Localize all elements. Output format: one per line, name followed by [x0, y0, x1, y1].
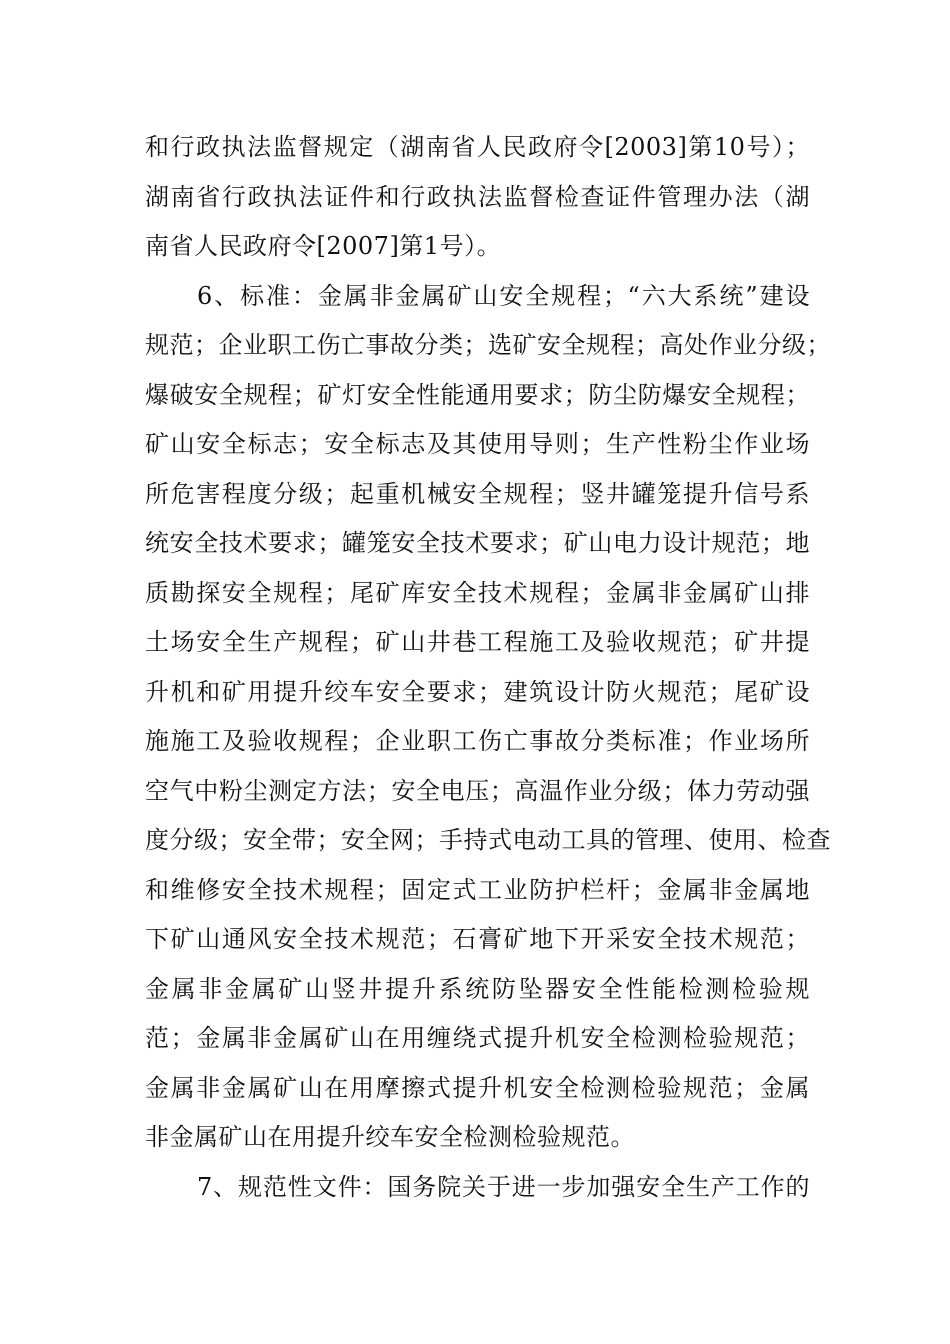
- text-line: 金属非金属矿山在用摩擦式提升机安全检测检验规范；金属: [145, 1073, 810, 1102]
- section-7-heading-line: 7、规范性文件：国务院关于进一步加强安全生产工作的: [197, 1172, 810, 1201]
- text-line: 所危害程度分级；起重机械安全规程；竖井罐笼提升信号系: [145, 479, 810, 508]
- text-line: 范；金属非金属矿山在用缠绕式提升机安全检测检验规范；: [145, 1024, 810, 1052]
- text-line: 金属非金属矿山竖井提升系统防坠器安全性能检测检验规: [145, 974, 810, 1003]
- text-line: 爆破安全规程；矿灯安全性能通用要求；防尘防爆安全规程；: [145, 380, 810, 409]
- text-line: 和维修安全技术规程；固定式工业防护栏杆；金属非金属地: [145, 875, 810, 904]
- text-line: 空气中粉尘测定方法；安全电压；高温作业分级；体力劳动强: [145, 776, 810, 805]
- text-line: 土场安全生产规程；矿山井巷工程施工及验收规范；矿井提: [145, 628, 810, 656]
- section-6-heading-line: 6、标准：金属非金属矿山安全规程；“六大系统”建设: [197, 281, 810, 310]
- text-line: 非金属矿山在用提升绞车安全检测检验规范。: [145, 1123, 635, 1151]
- document-body: [145, 123, 831, 1212]
- text-line: 度分级；安全带；安全网；手持式电动工具的管理、使用、检查: [145, 826, 831, 854]
- text-line: 矿山安全标志；安全标志及其使用导则；生产性粉尘作业场: [145, 430, 810, 458]
- text-line: 湖南省行政执法证件和行政执法监督检查证件管理办法（湖: [145, 182, 810, 211]
- text-line: 质勘探安全规程；尾矿库安全技术规程；金属非金属矿山排: [145, 578, 810, 607]
- text-line: 下矿山通风安全技术规范；石膏矿地下开采安全技术规范；: [145, 925, 810, 953]
- text-line: 施施工及验收规程；企业职工伤亡事故分类标准；作业场所: [145, 727, 810, 755]
- text-line: 规范；企业职工伤亡事故分类；选矿安全规程；高处作业分级；: [145, 331, 831, 359]
- text-line: 升机和矿用提升绞车安全要求；建筑设计防火规范；尾矿设: [145, 677, 810, 706]
- text-line: 南省人民政府令[2007]第1号）。: [145, 232, 502, 260]
- text-line: 和行政执法监督规定（湖南省人民政府令[2003]第10号）；: [145, 133, 810, 161]
- text-line: 统安全技术要求；罐笼安全技术要求；矿山电力设计规范；地: [145, 529, 810, 557]
